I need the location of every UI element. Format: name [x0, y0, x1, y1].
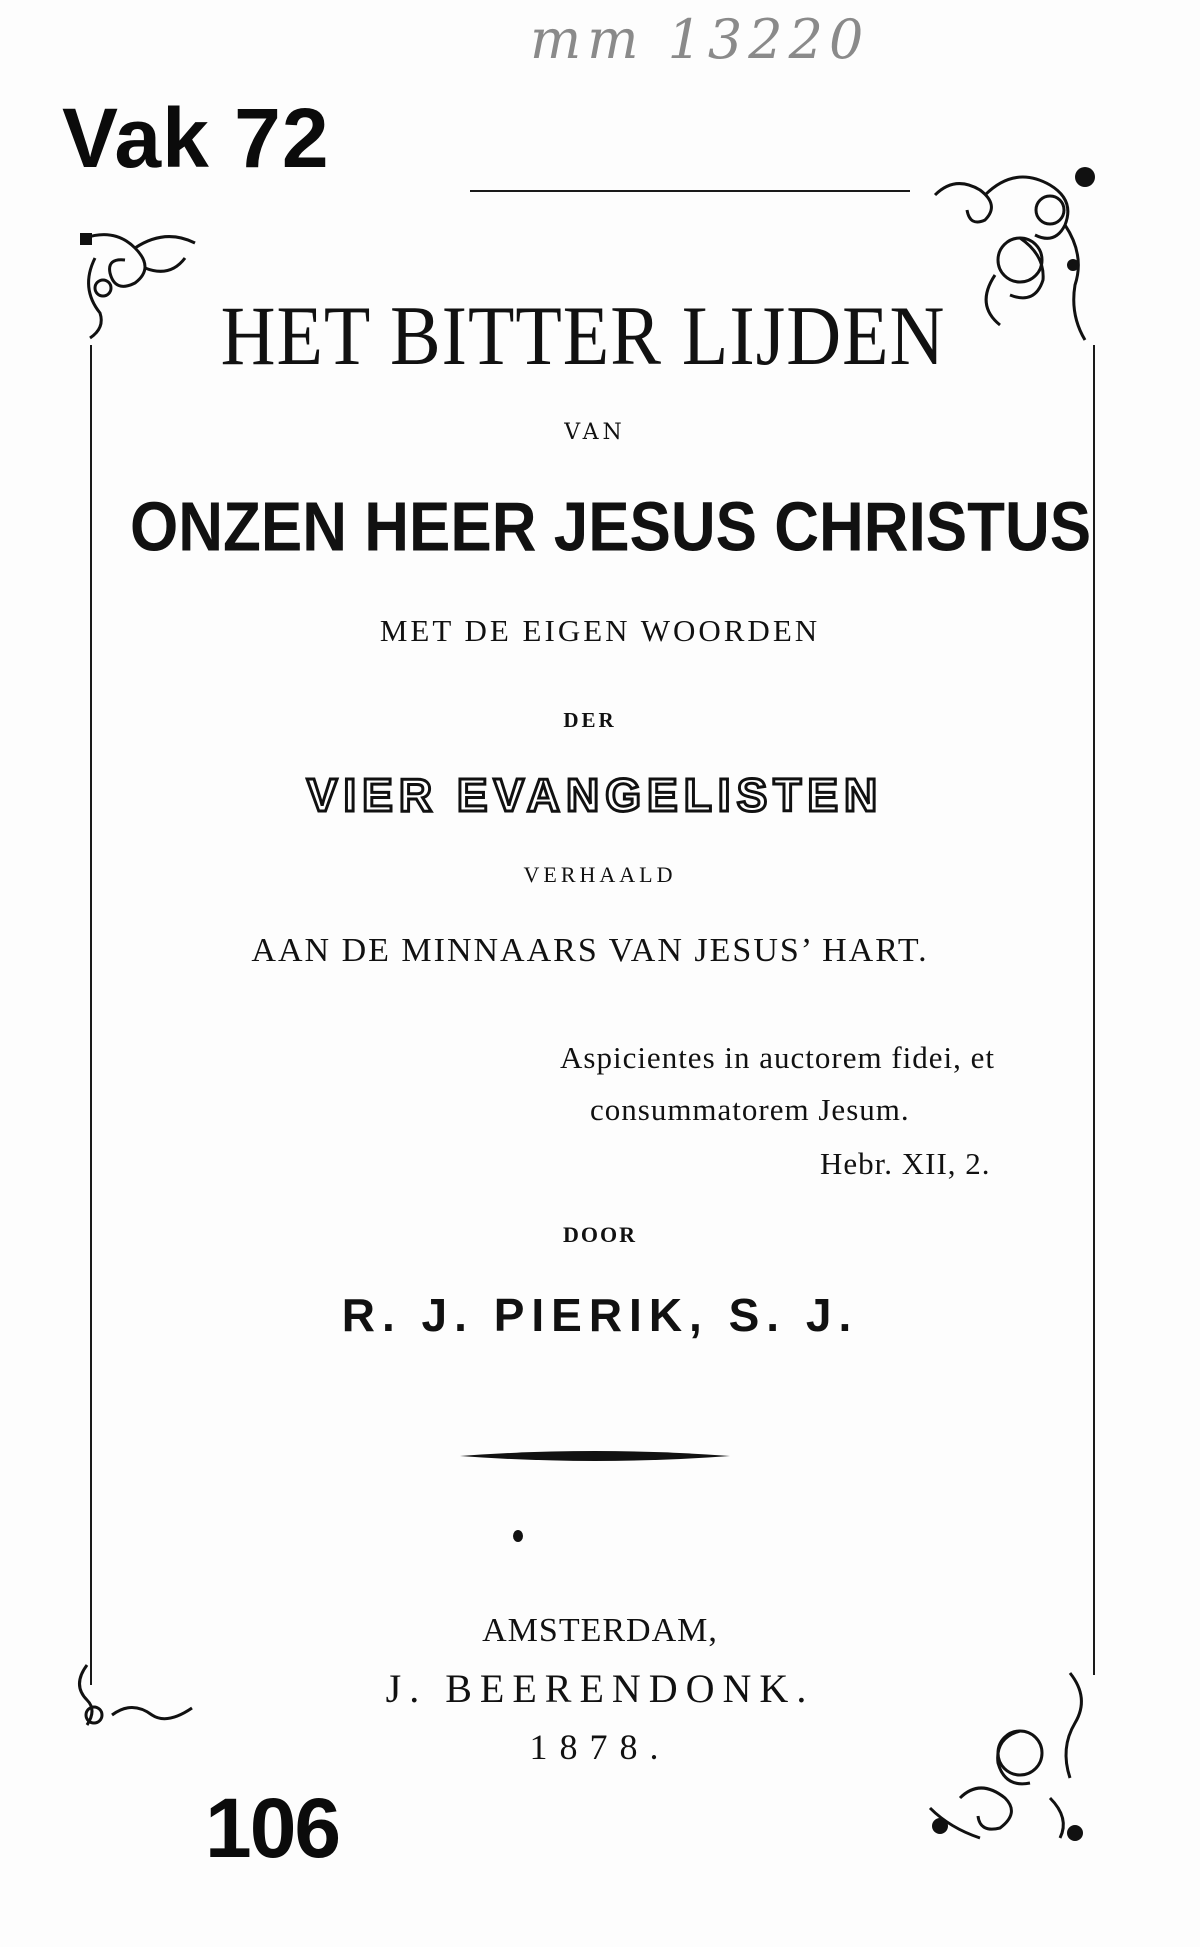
corner-ornament-icon: [920, 1668, 1100, 1848]
dedication-line: AAN DE MINNAARS VAN JESUS’ HART.: [251, 932, 929, 969]
door-line: DOOR: [563, 1222, 637, 1247]
vak-label: Vak 72: [62, 91, 330, 185]
imprint-year: 1878.: [529, 1727, 671, 1767]
main-title: HET BITTER LIJDEN: [220, 289, 946, 384]
van-line: VAN: [564, 420, 626, 445]
der-line: DER: [563, 708, 617, 732]
frame-right-rule: [1093, 345, 1095, 1675]
verhaald-line: VERHAALD: [523, 862, 677, 887]
epigraph-reference: Hebr. XII, 2.: [820, 1146, 991, 1181]
author-name: R. J. PIERIK, S. J.: [341, 1289, 859, 1341]
corner-ornament-icon: [75, 228, 205, 348]
rule-ornament-icon: [460, 1446, 730, 1466]
imprint-city: AMSTERDAM,: [482, 1612, 718, 1649]
corner-ornament-icon: [72, 1660, 202, 1740]
subject-title: ONZEN HEER JESUS CHRISTUS: [130, 489, 1092, 567]
imprint-publisher: J. BEERENDONK.: [385, 1666, 815, 1711]
shelf-number-label: 106: [205, 1781, 340, 1875]
frame-top-rule: [470, 190, 910, 192]
vier-evangelisten-title: VIER EVANGELISTEN: [306, 769, 884, 821]
frame-left-rule: [90, 345, 92, 1685]
epigraph-line-1: Aspicientes in auctorem fidei, et: [560, 1040, 996, 1075]
eigen-woorden-line: MET DE EIGEN WOORDEN: [379, 613, 821, 648]
epigraph-line-2: consummatorem Jesum.: [590, 1092, 910, 1127]
handwritten-catalog-number: mm 13220: [530, 8, 870, 71]
ink-dot: [513, 1530, 523, 1542]
